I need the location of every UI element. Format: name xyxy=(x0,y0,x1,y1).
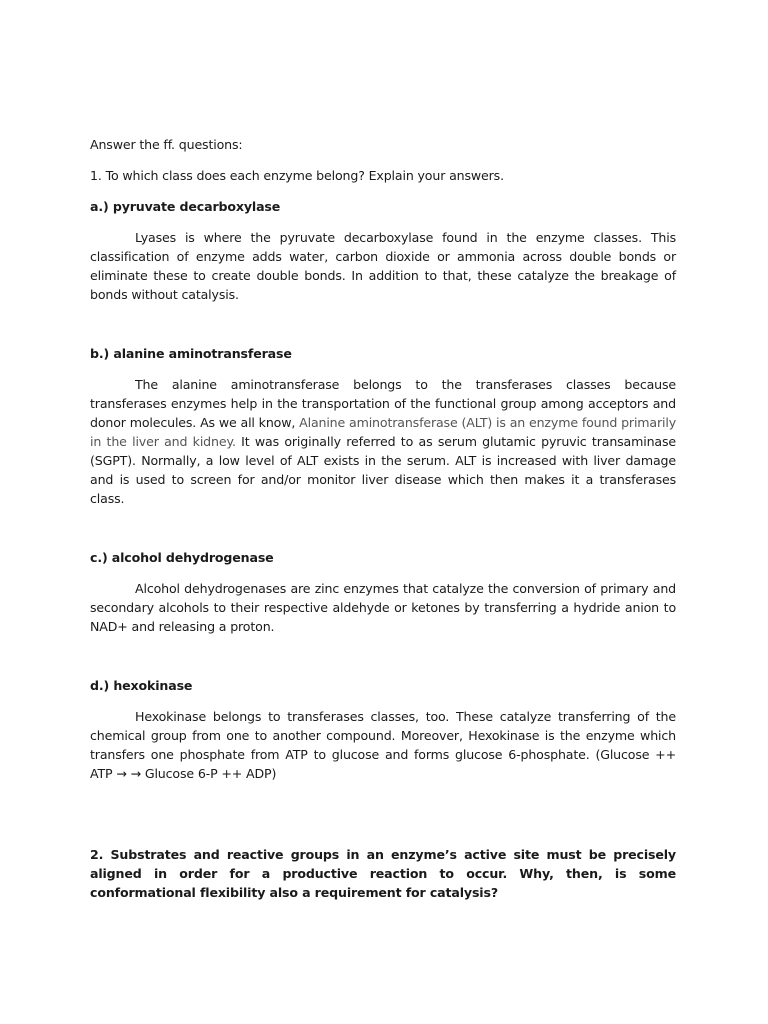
answer-pyruvate-decarboxylase: Lyases is where the pyruvate decarboxylase found in the enzyme classes. This classification of enzyme adds water, carbon dioxide or ammonia across double bonds or eliminate these to create double bonds. In addition to that, these catalyze the breakage of bonds without catalysis. xyxy=(90,230,676,302)
heading-alanine-aminotransferase: b.) alanine aminotransferase xyxy=(90,346,292,361)
question-1: 1. To which class does each enzyme belong? Explain your answers. xyxy=(90,168,504,183)
answer-alcohol-dehydrogenase: Alcohol dehydrogenases are zinc enzymes that catalyze the conversion of primary and secondary alcohols to their respective aldehyde or ketones by transferring a hydride anion to NAD+ and releasing a proton. xyxy=(90,581,676,634)
question-2: 2. Substrates and reactive groups in an enzyme’s active site must be precisely aligned in order for a productive reaction to occur. Why, then, is some conformational flexibility also a requirement for catalysis? xyxy=(90,847,676,900)
answer-alt-text-part1: The alanine aminotransferase belongs to the transferases classes because transferases enzymes help in the transportation of the functional group among acceptors and donor molecules. As we all know, xyxy=(90,377,676,430)
answer-alt-text-part2: It was originally referred to as serum glutamic pyruvic transaminase (SGPT). Normally, a low level of ALT exists in the serum. ALT is increased with liver damage and is used to screen for and/or monitor liver disease which then makes it a transferases class. xyxy=(90,434,676,506)
answer-hexokinase: Hexokinase belongs to transferases classes, too. These catalyze transferring of the chemical group from one to another compound. Moreover, Hexokinase is the enzyme which transfers one phosphate from ATP to glucose and forms glucose 6-phosphate. (Glucose ++ ATP → → Glucose 6-P ++ ADP) xyxy=(90,709,676,781)
heading-hexokinase: d.) hexokinase xyxy=(90,678,193,693)
document-body xyxy=(90,135,676,915)
instructions-line: Answer the ff. questions: xyxy=(90,137,243,152)
heading-pyruvate-decarboxylase: a.) pyruvate decarboxylase xyxy=(90,199,281,214)
answer-alanine-aminotransferase xyxy=(90,375,676,508)
heading-alcohol-dehydrogenase: c.) alcohol dehydrogenase xyxy=(90,550,274,565)
answer-alt-quoted-definition: Alanine aminotransferase (ALT) is an enzyme found primarily in the liver and kidney. xyxy=(90,415,677,449)
